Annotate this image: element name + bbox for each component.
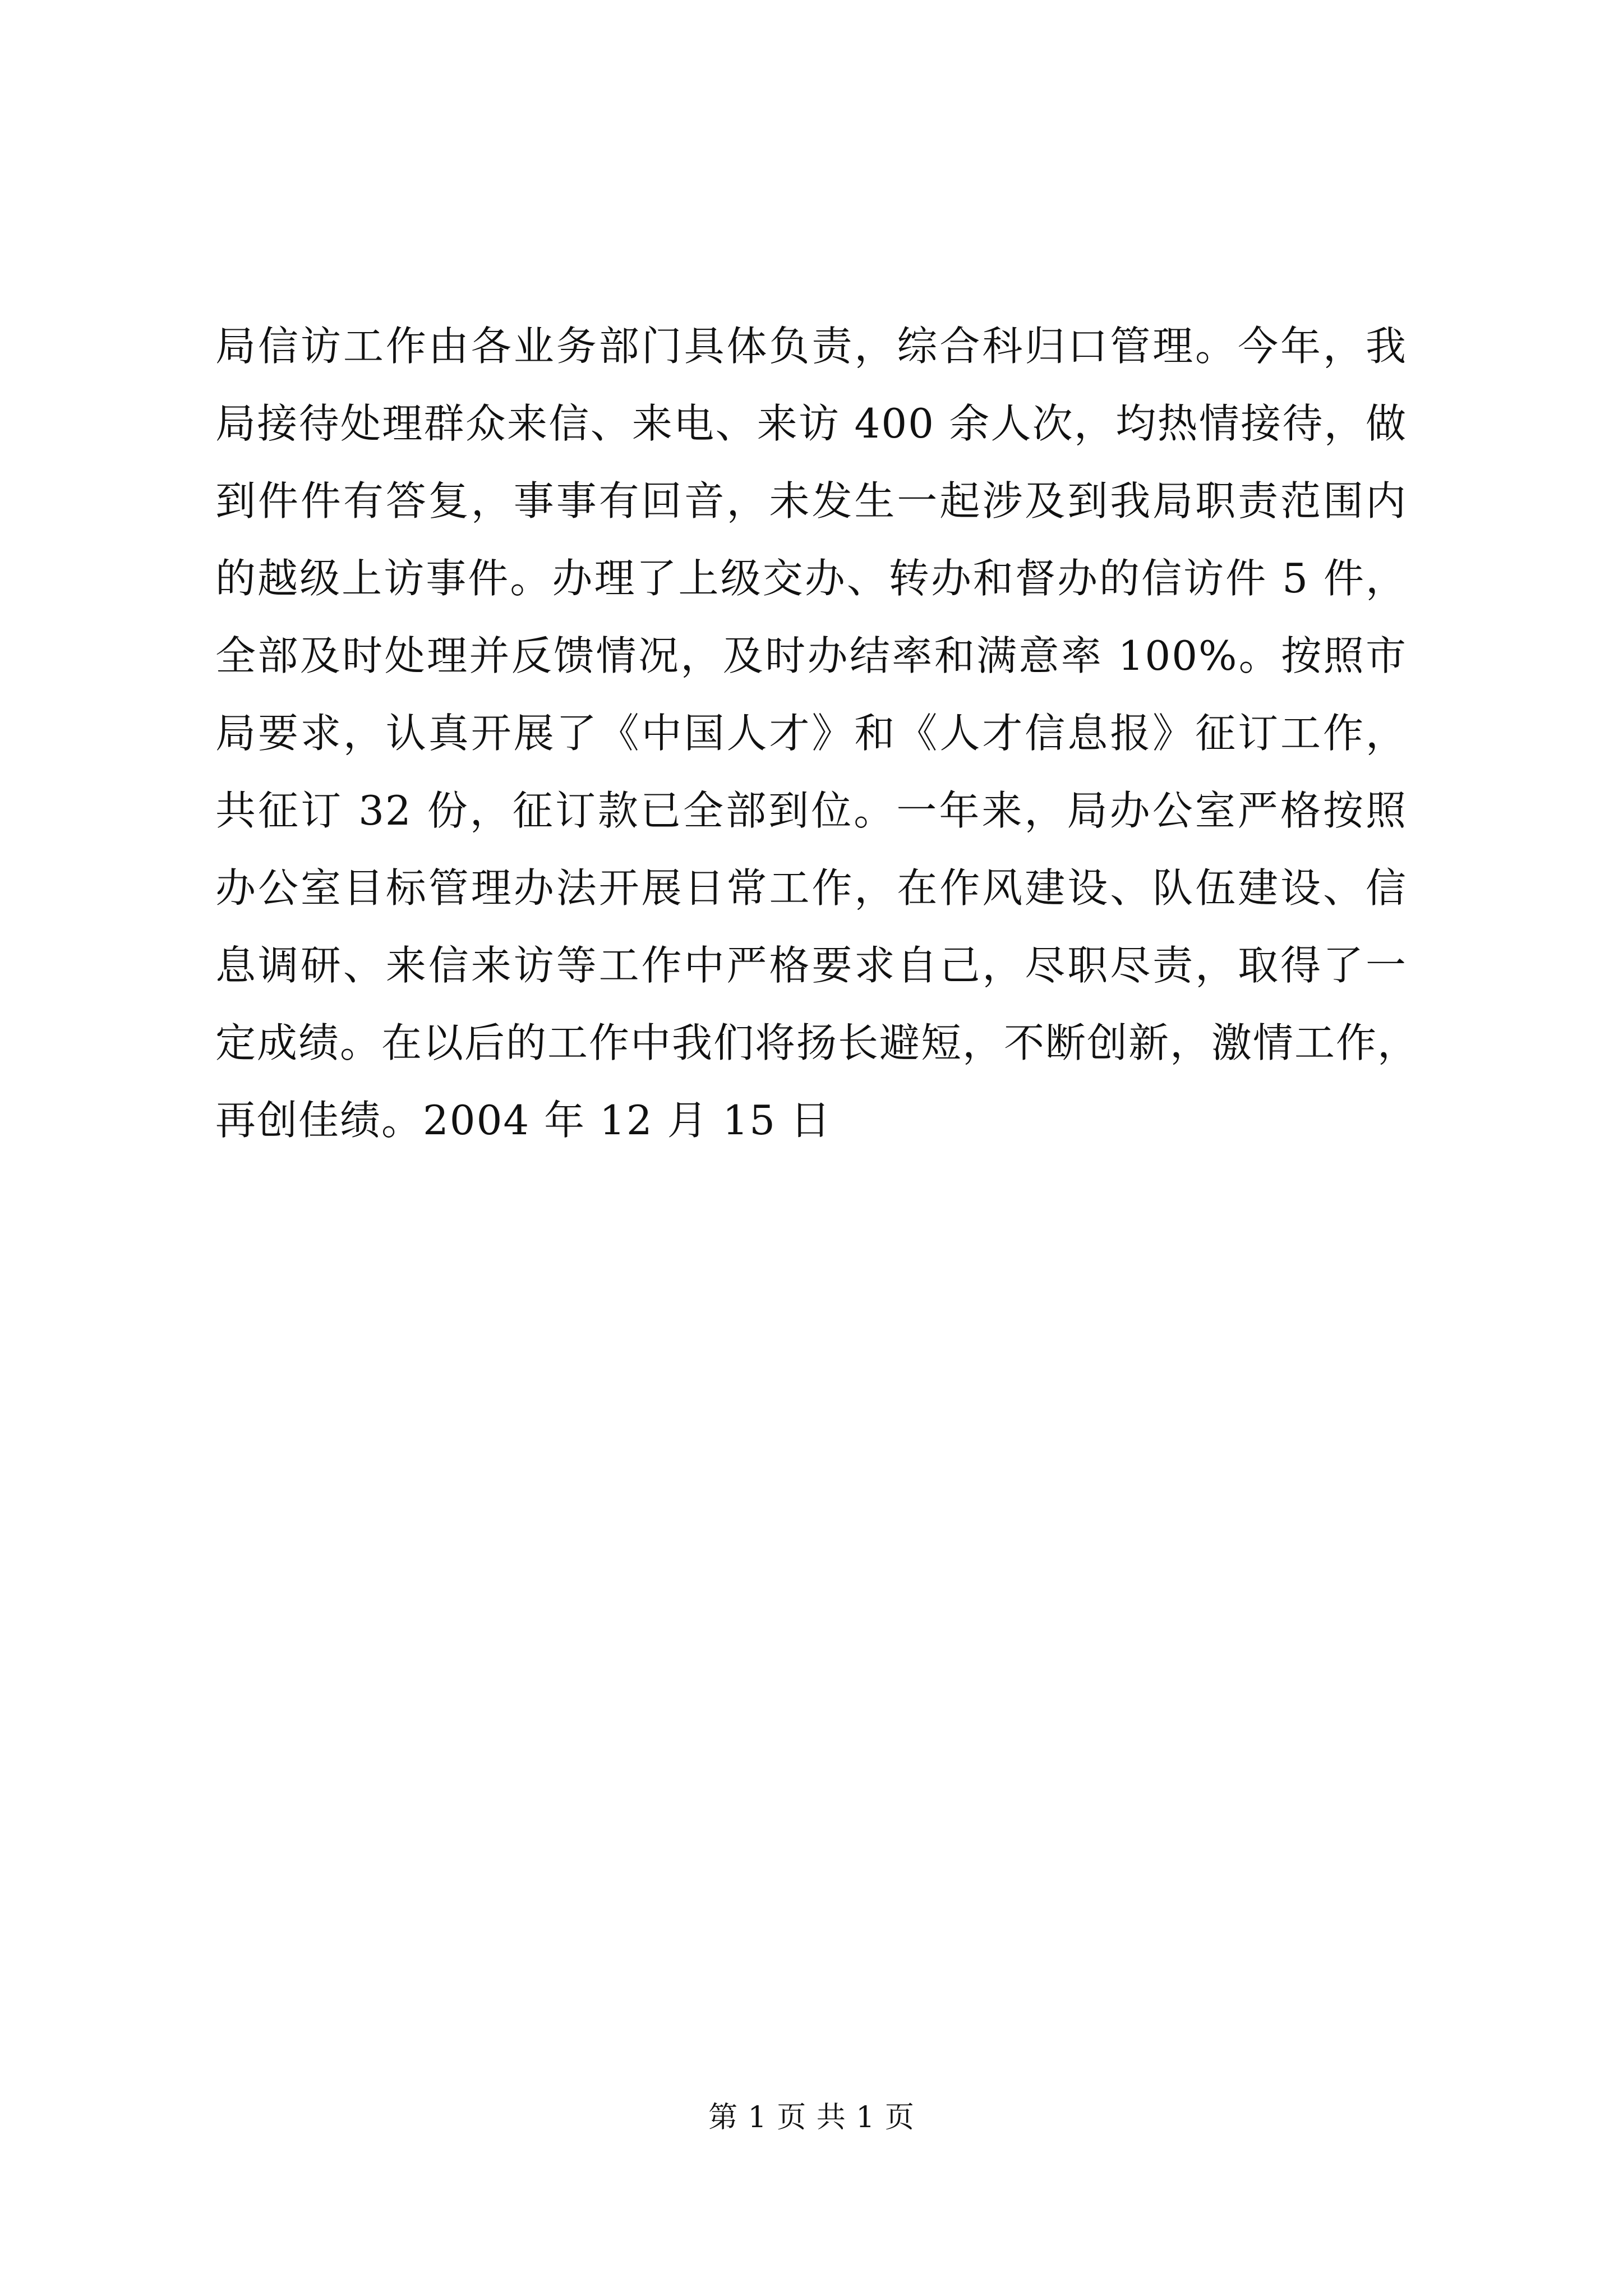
text-line: 局接待处理群众来信、来电、来访 400 余人次，均热情接待，做 xyxy=(215,400,1407,447)
text-line: 息调研、来信来访等工作中严格要求自己，尽职尽责，取得了一 xyxy=(215,942,1407,989)
text-line: 局要求，认真开展了《中国人才》和《人才信息报》征订工作， xyxy=(215,710,1407,757)
text-line: 到件件有答复，事事有回音，未发生一起涉及到我局职责范围内 xyxy=(215,477,1407,524)
page-footer xyxy=(0,2098,1623,2137)
text-line: 全部及时处理并反馈情况，及时办结率和满意率 100%。按照市 xyxy=(215,632,1407,679)
text-line: 定成绩。在以后的工作中我们将扬长避短，不断创新，激情工作， xyxy=(215,1019,1419,1066)
text-line: 共征订 32 份，征订款已全部到位。一年来，局办公室严格按照 xyxy=(215,787,1407,834)
page-number: 第 1 页 共 1 页 xyxy=(708,2101,915,2134)
text-line: 的越级上访事件。办理了上级交办、转办和督办的信访件 5 件， xyxy=(215,555,1407,602)
body-paragraph xyxy=(215,307,1419,1159)
text-line-date: 再创佳绩。2004 年 12 月 15 日 xyxy=(215,1097,832,1144)
text-line: 办公室目标管理办法开展日常工作，在作风建设、队伍建设、信 xyxy=(215,864,1407,912)
text-line: 局信访工作由各业务部门具体负责，综合科归口管理。今年，我 xyxy=(215,323,1407,370)
